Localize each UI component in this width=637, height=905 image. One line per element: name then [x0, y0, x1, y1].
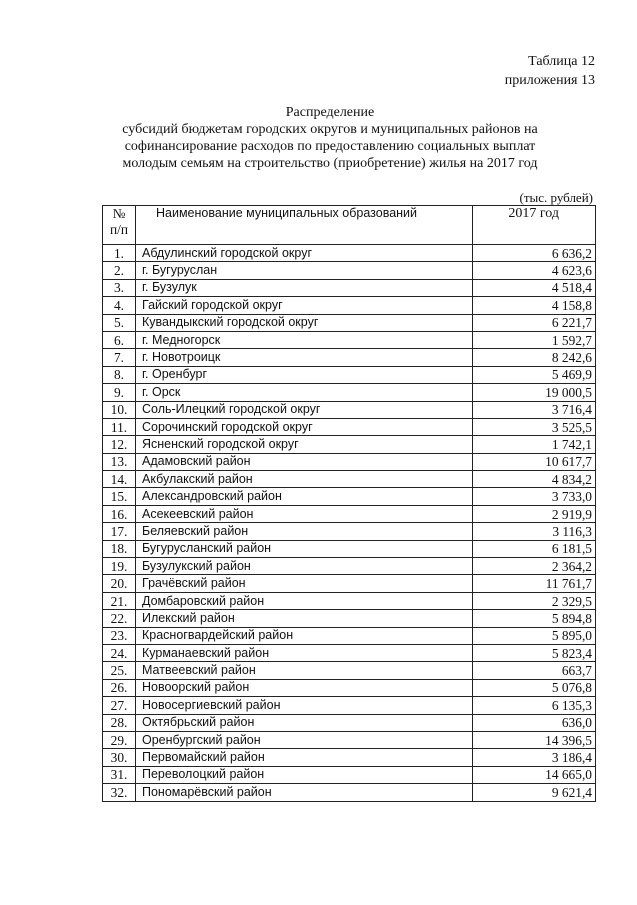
row-value: 10 617,7	[473, 453, 596, 470]
row-value: 636,0	[473, 714, 596, 731]
row-number: 6.	[103, 331, 136, 348]
row-value: 3 716,4	[473, 401, 596, 418]
row-number: 4.	[103, 297, 136, 314]
table-header-row	[103, 206, 596, 245]
row-number: 10.	[103, 401, 136, 418]
row-number: 25.	[103, 662, 136, 679]
row-name: г. Медногорск	[136, 331, 473, 348]
table-row	[103, 662, 596, 679]
row-name: Гайский городской округ	[136, 297, 473, 314]
table-row	[103, 731, 596, 748]
row-number: 30.	[103, 749, 136, 766]
row-name: Пономарёвский район	[136, 784, 473, 801]
table-row	[103, 523, 596, 540]
row-number: 5.	[103, 314, 136, 331]
row-value: 2 329,5	[473, 592, 596, 609]
row-number: 32.	[103, 784, 136, 801]
appendix-label: приложения 13	[504, 73, 595, 88]
row-number: 20.	[103, 575, 136, 592]
row-number: 9.	[103, 384, 136, 401]
table-row	[103, 401, 596, 418]
row-number: 29.	[103, 731, 136, 748]
table-row	[103, 610, 596, 627]
row-name: г. Новотроицк	[136, 349, 473, 366]
row-value: 3 186,4	[473, 749, 596, 766]
row-number: 16.	[103, 505, 136, 522]
row-number: 15.	[103, 488, 136, 505]
row-value: 4 158,8	[473, 297, 596, 314]
table-row	[103, 749, 596, 766]
row-name: Первомайский район	[136, 749, 473, 766]
table-row	[103, 540, 596, 557]
table-row	[103, 644, 596, 661]
row-number: 27.	[103, 697, 136, 714]
row-name: Оренбургский район	[136, 731, 473, 748]
title-line-1: Распределение	[285, 105, 375, 120]
table-row	[103, 245, 596, 262]
row-number: 23.	[103, 627, 136, 644]
row-value: 5 823,4	[473, 644, 596, 661]
row-number: 19.	[103, 558, 136, 575]
table-body	[103, 245, 596, 802]
row-name: Соль-Илецкий городской округ	[136, 401, 473, 418]
table-row	[103, 366, 596, 383]
table-row	[103, 384, 596, 401]
row-name: Курманаевский район	[136, 644, 473, 661]
table-row	[103, 488, 596, 505]
table-reference	[505, 52, 595, 90]
row-name: Илекский район	[136, 610, 473, 627]
table-row	[103, 697, 596, 714]
row-name: Красногвардейский район	[136, 627, 473, 644]
row-number: 17.	[103, 523, 136, 540]
table-row	[103, 418, 596, 435]
row-value: 3 116,3	[473, 523, 596, 540]
row-name: Новосергиевский район	[136, 697, 473, 714]
row-name: Сорочинский городской округ	[136, 418, 473, 435]
row-number: 22.	[103, 610, 136, 627]
table-row	[103, 471, 596, 488]
header-number-line-2: п/п	[109, 222, 129, 237]
row-name: Беляевский район	[136, 523, 473, 540]
row-number: 13.	[103, 453, 136, 470]
table-row	[103, 262, 596, 279]
row-value: 14 665,0	[473, 766, 596, 783]
table-row	[103, 592, 596, 609]
row-value: 5 894,8	[473, 610, 596, 627]
row-value: 5 895,0	[473, 627, 596, 644]
row-value: 5 469,9	[473, 366, 596, 383]
row-number: 18.	[103, 540, 136, 557]
row-number: 24.	[103, 644, 136, 661]
table-row	[103, 679, 596, 696]
table-row	[103, 436, 596, 453]
row-number: 31.	[103, 766, 136, 783]
row-name: г. Оренбург	[136, 366, 473, 383]
row-number: 1.	[103, 245, 136, 262]
row-value: 6 181,5	[473, 540, 596, 557]
row-number: 26.	[103, 679, 136, 696]
row-number: 11.	[103, 418, 136, 435]
row-name: Александровский район	[136, 488, 473, 505]
title-line-2: субсидий бюджетам городских округов и муниципальных районов на	[122, 122, 538, 137]
table-row	[103, 505, 596, 522]
row-value: 9 621,4	[473, 784, 596, 801]
row-value: 6 636,2	[473, 245, 596, 262]
row-value: 3 525,5	[473, 418, 596, 435]
row-name: Новоорский район	[136, 679, 473, 696]
row-name: Бузулукский район	[136, 558, 473, 575]
row-value: 2 919,9	[473, 505, 596, 522]
row-number: 7.	[103, 349, 136, 366]
row-value: 3 733,0	[473, 488, 596, 505]
row-name: Переволоцкий район	[136, 766, 473, 783]
row-value: 8 242,6	[473, 349, 596, 366]
row-value: 11 761,7	[473, 575, 596, 592]
row-number: 8.	[103, 366, 136, 383]
row-name: Матвеевский район	[136, 662, 473, 679]
row-value: 1 592,7	[473, 331, 596, 348]
document-title	[100, 104, 560, 172]
header-value: 2017 год	[473, 206, 596, 245]
row-number: 2.	[103, 262, 136, 279]
table-label: Таблица 12	[528, 54, 595, 69]
table-row	[103, 349, 596, 366]
table-row	[103, 297, 596, 314]
row-name: Домбаровский район	[136, 592, 473, 609]
row-value: 2 364,2	[473, 558, 596, 575]
table-row	[103, 314, 596, 331]
row-name: Октябрьский район	[136, 714, 473, 731]
units-label: (тыс. рублей)	[519, 190, 593, 205]
row-number: 21.	[103, 592, 136, 609]
table-row	[103, 279, 596, 296]
table-row	[103, 331, 596, 348]
row-value: 19 000,5	[473, 384, 596, 401]
table-row	[103, 784, 596, 801]
row-name: Кувандыкский городской округ	[136, 314, 473, 331]
row-value: 4 518,4	[473, 279, 596, 296]
row-name: Грачёвский район	[136, 575, 473, 592]
row-value: 4 623,6	[473, 262, 596, 279]
row-value: 14 396,5	[473, 731, 596, 748]
row-value: 663,7	[473, 662, 596, 679]
table-row	[103, 453, 596, 470]
row-number: 14.	[103, 471, 136, 488]
row-name: Бугурусланский район	[136, 540, 473, 557]
table-row	[103, 627, 596, 644]
row-name: Акбулакский район	[136, 471, 473, 488]
row-name: Абдулинский городской округ	[136, 245, 473, 262]
title-line-3: софинансирование расходов по предоставлению социальных выплат	[124, 139, 536, 154]
header-number	[103, 206, 136, 245]
header-name: Наименование муниципальных образований	[136, 206, 473, 245]
row-name: Ясненский городской округ	[136, 436, 473, 453]
row-name: Асекеевский район	[136, 505, 473, 522]
row-name: г. Орск	[136, 384, 473, 401]
row-value: 4 834,2	[473, 471, 596, 488]
row-value: 5 076,8	[473, 679, 596, 696]
row-name: Адамовский район	[136, 453, 473, 470]
table-row	[103, 575, 596, 592]
title-line-4: молодым семьям на строительство (приобретение) жилья на 2017 год	[122, 156, 538, 171]
table-row	[103, 714, 596, 731]
table-row	[103, 558, 596, 575]
table-row	[103, 766, 596, 783]
header-number-line-1: №	[112, 206, 126, 221]
row-number: 3.	[103, 279, 136, 296]
row-name: г. Бугуруслан	[136, 262, 473, 279]
row-value: 6 135,3	[473, 697, 596, 714]
row-number: 12.	[103, 436, 136, 453]
row-name: г. Бузулук	[136, 279, 473, 296]
subsidy-table	[102, 205, 596, 802]
row-value: 6 221,7	[473, 314, 596, 331]
row-value: 1 742,1	[473, 436, 596, 453]
row-number: 28.	[103, 714, 136, 731]
